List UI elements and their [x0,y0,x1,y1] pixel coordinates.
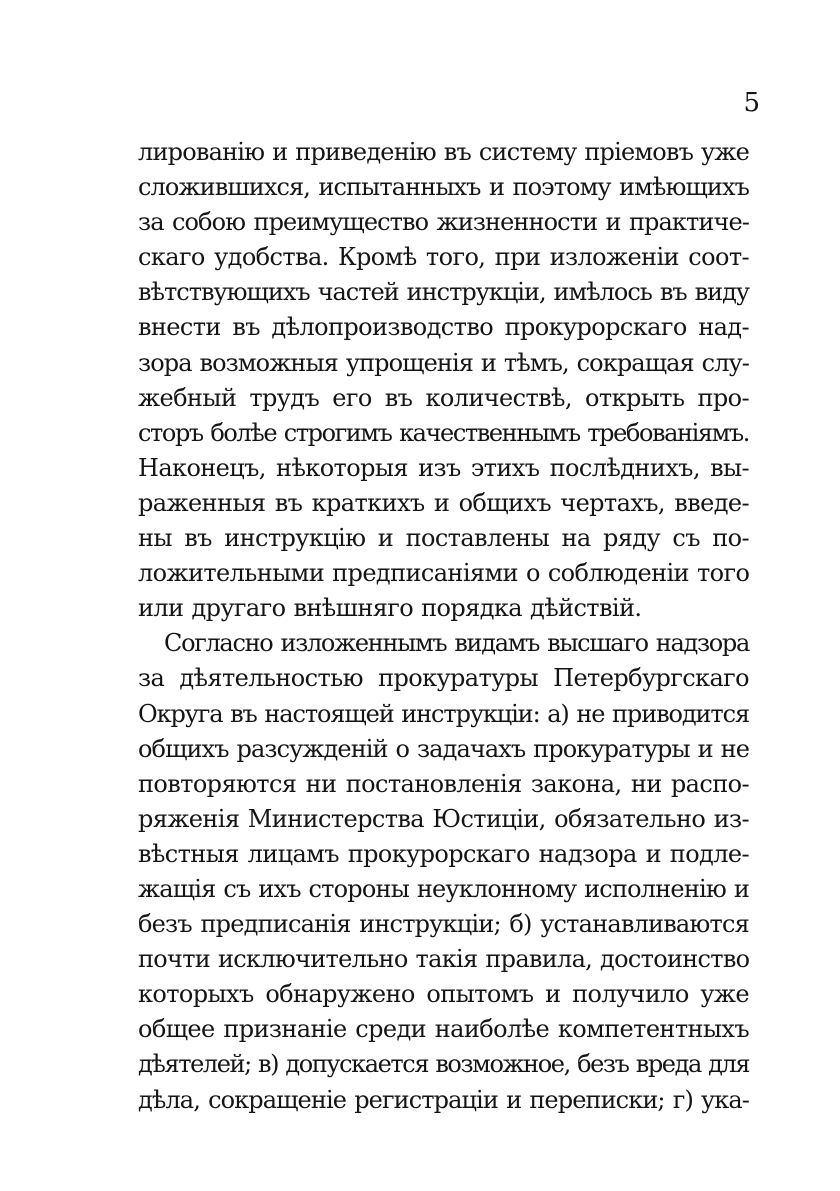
text-line: зора возможныя упрощенія и тѣмъ, сокращая слу- [138,348,749,377]
text-line: общее признаніе среди наиболѣе компетентныхъ [138,1015,749,1044]
text-line: повторяются ни постановленія закона, ни распо- [138,769,749,798]
text-line: ряженія Министерства Юстиціи, обязательно из- [138,804,749,833]
text-line: дѣятелей; в) допускается возможное, безъ вреда для [138,1050,750,1079]
text-line: внести въ дѣлопроизводство прокурорскаго над- [138,313,749,342]
text-line: Округа въ настоящей инструкціи: а) не приводится [138,699,749,728]
paragraph-end-line: или другаго внѣшняго порядка дѣйствій. [138,594,642,623]
text-line: Наконецъ, нѣкоторыя изъ этихъ послѣднихъ, вы- [138,453,749,482]
text-line: сторъ болѣе строгимъ качественнымъ требованіямъ. [138,418,749,447]
body-text [138,135,749,1118]
text-line: жащія съ ихъ стороны неуклонному исполненію и [138,874,750,903]
text-line: вѣстныя лицамъ прокурорскаго надзора и подле- [138,839,749,868]
text-line: за собою преимущество жизненности и практиче- [138,208,749,237]
text-line: вѣтствующихъ частей инструкціи, имѣлось въ виду [138,278,749,307]
text-line: сложившихся, испытанныхъ и поэтому имѣющихъ [138,173,749,202]
page-number: 5 [743,88,760,118]
text-line: лированію и приведенію въ систему пріемовъ уже [138,138,749,166]
paragraph-start-line: Согласно изложеннымъ видамъ высшаго надзора [164,629,749,658]
text-line: раженныя въ краткихъ и общихъ чертахъ, введе- [138,488,749,517]
text-line: безъ предписанія инструкціи; б) устанавливаются [138,910,749,939]
text-line: жебный трудъ его въ количествѣ, открыть про- [138,383,749,412]
text-line: скаго удобства. Кромѣ того, при изложеніи соот- [138,243,749,272]
text-line: ны въ инструкцію и поставлены на ряду съ по- [138,524,749,553]
text-line: почти исключительно такія правила, достоинство [138,945,750,974]
text-line: общихъ разсужденій о задачахъ прокуратуры и не [138,734,749,763]
text-line: за дѣятельностью прокуратуры Петербургскаго [138,664,749,693]
text-line: дѣла, сокращеніе регистраціи и переписки; г) ука- [138,1085,749,1114]
text-line: которыхъ обнаружено опытомъ и получило уже [138,980,749,1009]
text-line: ложительными предписаніями о соблюденіи того [138,559,750,588]
